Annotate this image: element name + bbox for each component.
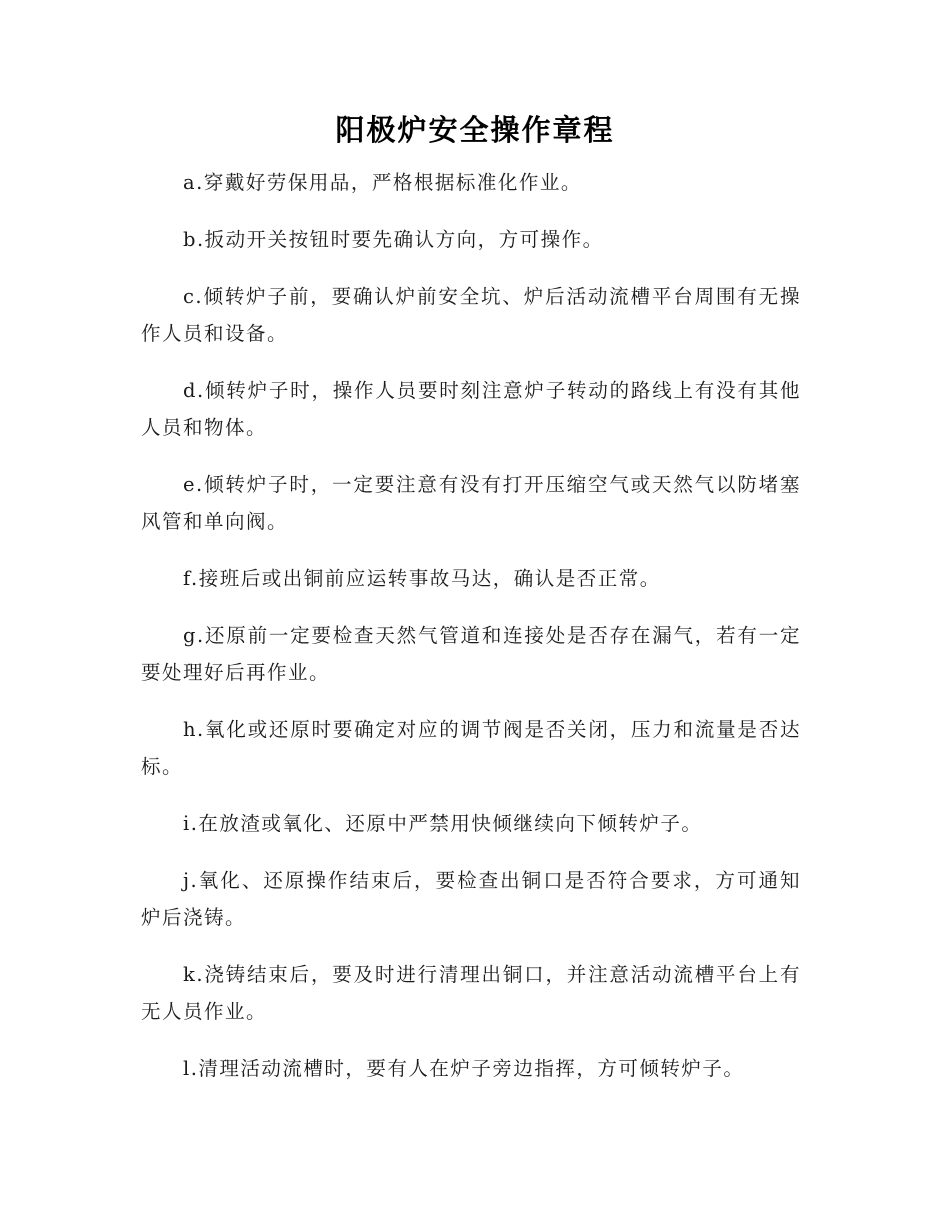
paragraph-a: a.穿戴好劳保用品，严格根据标准化作业。 bbox=[183, 171, 582, 194]
paragraph-h: h.氧化或还原时要确定对应的调节阀是否关闭，压力和流量是否达标。 bbox=[141, 718, 801, 778]
paragraph-b: b.扳动开关按钮时要先确认方向，方可操作。 bbox=[183, 228, 604, 251]
page-title: 阳极炉安全操作章程 bbox=[335, 113, 615, 147]
paragraph-j: j.氧化、还原操作结束后，要检查出铜口是否符合要求，方可通知炉后浇铸。 bbox=[141, 869, 801, 929]
paragraph-i: i.在放渣或氧化、还原中严禁用快倾继续向下倾转炉子。 bbox=[183, 812, 703, 835]
paragraph-f: f.接班后或出铜前应运转事故马达，确认是否正常。 bbox=[183, 567, 661, 590]
paragraph-k: k.浇铸结束后，要及时进行清理出铜口，并注意活动流槽平台上有无人员作业。 bbox=[141, 963, 801, 1023]
paragraph-d: d.倾转炉子时，操作人员要时刻注意炉子转动的路线上有没有其他人员和物体。 bbox=[141, 379, 801, 439]
paragraph-g: g.还原前一定要检查天然气管道和连接处是否存在漏气，若有一定要处理好后再作业。 bbox=[141, 624, 801, 684]
document-body bbox=[141, 164, 801, 1107]
paragraph-c: c.倾转炉子前，要确认炉前安全坑、炉后活动流槽平台周围有无操作人员和设备。 bbox=[141, 285, 801, 345]
paragraph-e: e.倾转炉子时，一定要注意有没有打开压缩空气或天然气以防堵塞风管和单向阀。 bbox=[141, 473, 801, 533]
paragraph-l: l.清理活动流槽时，要有人在炉子旁边指挥，方可倾转炉子。 bbox=[183, 1057, 745, 1080]
